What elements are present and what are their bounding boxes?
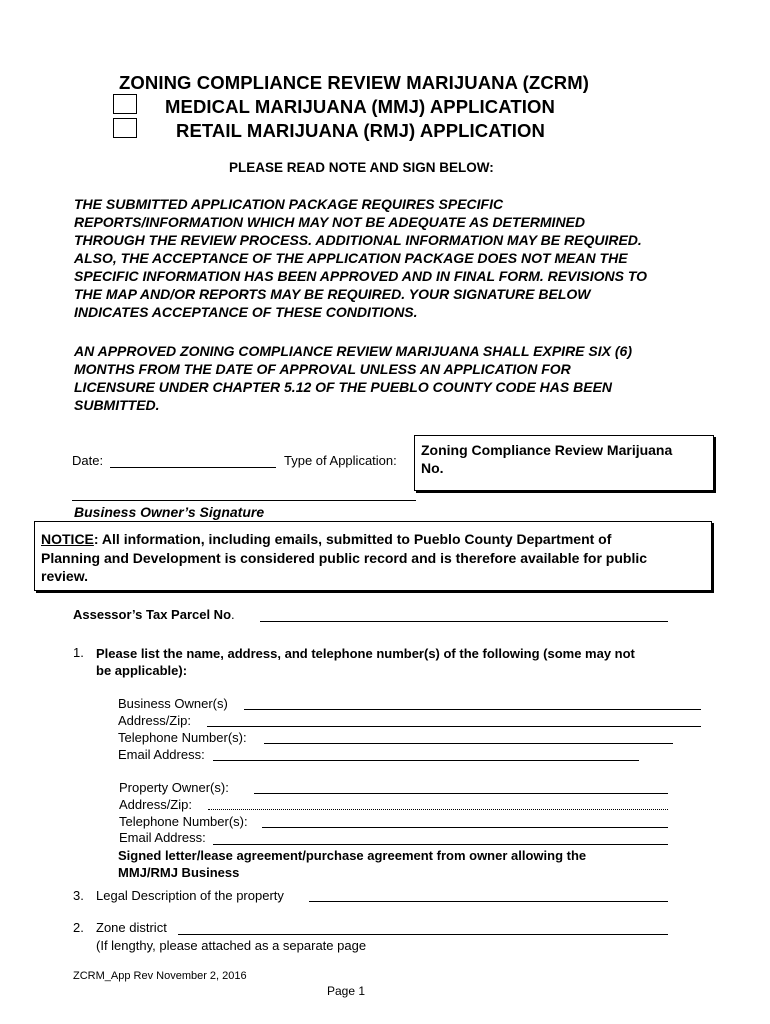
item-1-instructions: Please list the name, address, and telephone number(s) of the following (some may not be applicable): xyxy=(96,646,635,678)
zcrm-box-label: Zoning Compliance Review Marijuana xyxy=(421,442,673,458)
zcrm-box-no: No. xyxy=(421,460,444,476)
signed-agreement-note: Signed letter/lease agreement/purchase agreement from owner allowing the MMJ/RMJ Business xyxy=(118,848,587,880)
property-address-field[interactable] xyxy=(208,809,668,810)
property-address-label: Address/Zip: xyxy=(119,797,192,812)
property-email-field[interactable] xyxy=(213,844,668,845)
date-label: Date: xyxy=(72,453,104,468)
legal-description-field[interactable] xyxy=(309,901,668,902)
business-address-label: Address/Zip: xyxy=(118,713,191,728)
signature-label: Business Owner’s Signature xyxy=(74,504,265,520)
zone-district-field[interactable] xyxy=(178,934,668,935)
property-owner-field[interactable] xyxy=(254,793,668,794)
read-note-heading: PLEASE READ NOTE AND SIGN BELOW: xyxy=(229,160,494,175)
zcrm-number-box xyxy=(414,435,714,491)
form-title: ZONING COMPLIANCE REVIEW MARIJUANA (ZCRM) xyxy=(119,72,590,93)
business-email-field[interactable] xyxy=(213,760,639,761)
business-phone-field[interactable] xyxy=(264,743,673,744)
item-3-number: 3. xyxy=(73,888,84,903)
expiration-paragraph: AN APPROVED ZONING COMPLIANCE REVIEW MARIJUANA SHALL EXPIRE SIX (6) MONTHS FROM THE DATE OF APPROVAL UNLESS AN APPLICATION FOR LICENSURE UNDER CHAPTER 5.12 OF THE PUEBLO COUNTY CODE HAS BEEN SUBMITTED. xyxy=(74,343,632,413)
business-email-label: Email Address: xyxy=(118,747,205,762)
signature-line[interactable] xyxy=(72,500,416,501)
property-phone-label: Telephone Number(s): xyxy=(119,814,248,829)
page-number: Page 1 xyxy=(327,984,366,998)
revision-footer: ZCRM_App Rev November 2, 2016 xyxy=(73,970,247,982)
property-email-label: Email Address: xyxy=(119,830,206,845)
rmj-title: RETAIL MARIJUANA (RMJ) APPLICATION xyxy=(176,120,545,141)
business-phone-label: Telephone Number(s): xyxy=(118,730,247,745)
conditions-paragraph: THE SUBMITTED APPLICATION PACKAGE REQUIRES SPECIFIC REPORTS/INFORMATION WHICH MAY NOT BE ADEQUATE AS DETERMINED THROUGH THE REVIEW PROCESS. ADDITIONAL INFORMATION MAY BE REQUIRED. ALSO, THE ACCEPTANCE OF THE APPLICATION PACKAGE DOES NOT MEAN THE SPECIFIC INFORMATION HAS BEEN APPROVED AND IN FINAL FORM. REVISIONS TO THE MAP AND/OR REPORTS MAY BE REQUIRED. YOUR SIGNATURE BELOW INDICATES ACCEPTANCE OF THESE CONDITIONS. xyxy=(74,196,648,320)
legal-description-label: Legal Description of the property xyxy=(96,888,284,903)
property-phone-field[interactable] xyxy=(262,827,668,828)
business-owner-field[interactable] xyxy=(244,709,701,710)
property-owner-label: Property Owner(s): xyxy=(119,780,229,795)
type-of-application-label: Type of Application: xyxy=(284,453,397,468)
public-record-notice: NOTICE: All information, including emails, submitted to Pueblo County Department of Planning and Development is considered public record and is therefore available for public review. xyxy=(34,521,712,591)
assessor-field[interactable] xyxy=(260,621,668,622)
date-field[interactable] xyxy=(110,467,276,468)
zone-district-label: Zone district xyxy=(96,920,167,935)
business-owner-label: Business Owner(s) xyxy=(118,696,228,711)
item-2-number: 2. xyxy=(73,920,84,935)
notice-label: NOTICE xyxy=(41,531,94,547)
assessor-label: Assessor’s Tax Parcel No. xyxy=(73,607,235,622)
rmj-checkbox[interactable] xyxy=(113,118,137,138)
mmj-checkbox[interactable] xyxy=(113,94,137,114)
item-1-number: 1. xyxy=(73,645,84,660)
zone-district-note: (If lengthy, please attached as a separate page xyxy=(96,938,367,953)
mmj-title: MEDICAL MARIJUANA (MMJ) APPLICATION xyxy=(165,96,555,117)
business-address-field[interactable] xyxy=(207,726,701,727)
